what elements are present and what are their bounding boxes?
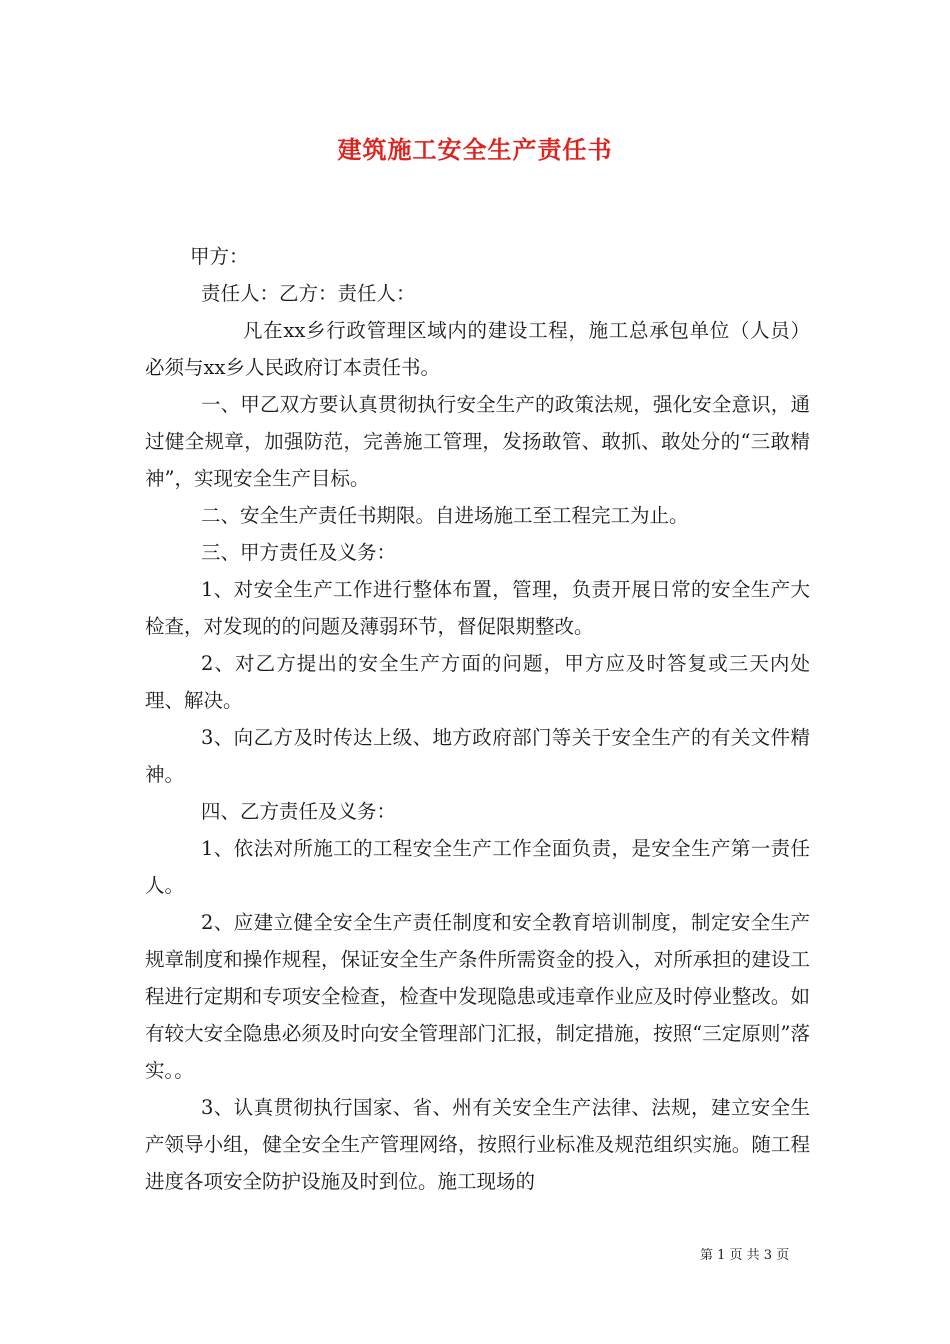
- section-3-item-2: 2、对乙方提出的安全生产方面的问题，甲方应及时答复或三天内处理、解决。: [145, 652, 810, 712]
- section-2-paragraph: 二、安全生产责任书期限。自进场施工至工程完工为止。: [201, 504, 689, 527]
- section-3-item-3: 3、向乙方及时传达上级、地方政府部门等关于安全生产的有关文件精神。: [145, 726, 810, 786]
- intro-paragraph: 凡在xx乡行政管理区域内的建设工程，施工总承包单位（人员）必须与xx乡人民政府订本责任书。: [145, 319, 810, 379]
- party-a-line: 甲方：: [190, 245, 249, 268]
- section-4-item-3: 3、认真贯彻执行国家、省、州有关安全生产法律、法规，建立安全生产领导小组，健全安全生产管理网络，按照行业标准及规范组织实施。随工程进度各项安全防护设施及时到位。施工现场的: [145, 1096, 810, 1193]
- section-3-heading: 三、甲方责任及义务：: [201, 541, 397, 564]
- section-4-item-2: 2、应建立健全安全生产责任制度和安全教育培训制度，制定安全生产规章制度和操作规程，保证安全生产条件所需资金的投入，对所承担的建设工程进行定期和专项安全检查，检查中发现隐患或违章作业应及时停业整改。如有较大安全隐患必须及时向安全管理部门汇报，制定措施，按照“三定原则”落实。。: [145, 911, 810, 1082]
- section-1-paragraph: 一、甲乙双方要认真贯彻执行安全生产的政策法规，强化安全意识，通过健全规章，加强防范，完善施工管理，发扬敢管、敢抓、敢处分的“三敢精神”，实现安全生产目标。: [145, 393, 810, 490]
- responsible-line: 责任人：乙方：责任人：: [201, 282, 416, 305]
- document-title: 建筑施工安全生产责任书: [337, 135, 613, 164]
- section-4-item-1: 1、依法对所施工的工程安全生产工作全面负责，是安全生产第一责任人。: [145, 837, 810, 897]
- section-3-item-1: 1、对安全生产工作进行整体布置，管理，负责开展日常的安全生产大检查，对发现的的问题及薄弱环节，督促限期整改。: [145, 578, 810, 638]
- page-number-footer: 第 1 页 共 3 页: [700, 1248, 790, 1263]
- document-body: [145, 238, 810, 1200]
- section-4-heading: 四、乙方责任及义务：: [201, 800, 397, 823]
